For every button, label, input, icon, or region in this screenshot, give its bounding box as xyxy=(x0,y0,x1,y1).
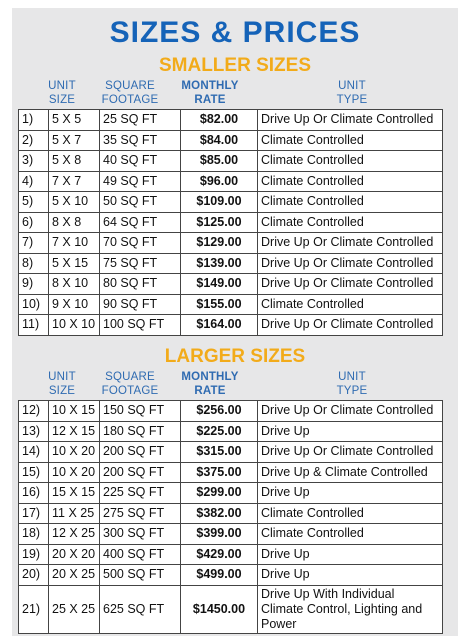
row-number: 21) xyxy=(19,585,49,633)
square-footage-cell: 35 SQ FT xyxy=(100,130,181,151)
square-footage-cell: 80 SQ FT xyxy=(100,274,181,295)
header-type-label: TYPE xyxy=(336,94,368,106)
unit-type-cell: Drive Up xyxy=(258,483,443,504)
header-footage-label: FOOTAGE xyxy=(101,385,159,397)
table-row xyxy=(19,274,443,295)
monthly-rate-cell: $375.00 xyxy=(181,462,258,483)
header-unit2-label: UNIT xyxy=(338,80,366,92)
square-footage-cell: 500 SQ FT xyxy=(100,565,181,586)
table-row xyxy=(19,253,443,274)
square-footage-cell: 625 SQ FT xyxy=(100,585,181,633)
unit-size-cell: 5 X 5 xyxy=(49,110,100,131)
row-number: 19) xyxy=(19,544,49,565)
row-number: 10) xyxy=(19,294,49,315)
unit-size-cell: 5 X 8 xyxy=(49,151,100,172)
unit-type-cell: Drive Up Or Climate Controlled xyxy=(258,233,443,254)
unit-size-cell: 5 X 10 xyxy=(49,192,100,213)
unit-size-cell: 5 X 7 xyxy=(49,130,100,151)
unit-size-cell: 12 X 25 xyxy=(49,524,100,545)
unit-size-cell: 10 X 10 xyxy=(49,315,100,336)
monthly-rate-cell: $155.00 xyxy=(181,294,258,315)
unit-type-cell: Drive Up Or Climate Controlled xyxy=(258,401,443,422)
unit-size-cell: 7 X 10 xyxy=(49,233,100,254)
unit-size-cell: 9 X 10 xyxy=(49,294,100,315)
header-rate-label: RATE xyxy=(194,94,226,106)
unit-type-cell: Drive Up xyxy=(258,565,443,586)
square-footage-cell: 275 SQ FT xyxy=(100,503,181,524)
header-unit2-label: UNIT xyxy=(338,371,366,383)
unit-size-cell: 12 X 15 xyxy=(49,421,100,442)
monthly-rate-cell: $225.00 xyxy=(181,421,258,442)
monthly-rate-cell: $125.00 xyxy=(181,212,258,233)
square-footage-cell: 225 SQ FT xyxy=(100,483,181,504)
row-number: 8) xyxy=(19,253,49,274)
unit-type-cell: Drive Up Or Climate Controlled xyxy=(258,315,443,336)
table-row xyxy=(19,483,443,504)
table-row xyxy=(19,401,443,422)
table-row xyxy=(19,315,443,336)
row-number: 1) xyxy=(19,110,49,131)
unit-type-cell: Climate Controlled xyxy=(258,294,443,315)
row-number: 4) xyxy=(19,171,49,192)
row-number: 14) xyxy=(19,442,49,463)
table-row xyxy=(19,524,443,545)
header-size-label: SIZE xyxy=(48,385,76,397)
unit-size-cell: 11 X 25 xyxy=(49,503,100,524)
monthly-rate-cell: $315.00 xyxy=(181,442,258,463)
square-footage-cell: 64 SQ FT xyxy=(100,212,181,233)
table-row xyxy=(19,585,443,633)
table-row xyxy=(19,171,443,192)
row-number: 16) xyxy=(19,483,49,504)
square-footage-cell: 400 SQ FT xyxy=(100,544,181,565)
unit-size-cell: 10 X 20 xyxy=(49,462,100,483)
row-number: 9) xyxy=(19,274,49,295)
row-number: 20) xyxy=(19,565,49,586)
row-number: 18) xyxy=(19,524,49,545)
header-square-label: SQUARE xyxy=(105,80,155,92)
square-footage-cell: 200 SQ FT xyxy=(100,462,181,483)
monthly-rate-cell: $139.00 xyxy=(181,253,258,274)
table-row xyxy=(19,151,443,172)
unit-type-cell: Climate Controlled xyxy=(258,212,443,233)
unit-size-cell: 10 X 20 xyxy=(49,442,100,463)
table-row xyxy=(19,462,443,483)
row-number: 15) xyxy=(19,462,49,483)
unit-type-cell: Climate Controlled xyxy=(258,130,443,151)
table-row xyxy=(19,503,443,524)
table-row xyxy=(19,110,443,131)
unit-type-cell: Climate Controlled xyxy=(258,524,443,545)
table-row xyxy=(19,544,443,565)
smaller-sizes-title: SMALLER SIZES xyxy=(158,55,311,76)
unit-type-cell: Drive Up Or Climate Controlled xyxy=(258,253,443,274)
page-title: SIZES & PRICES xyxy=(109,16,361,49)
unit-type-cell: Drive Up With Individual Climate Control, Lighting and Power xyxy=(258,585,443,633)
unit-size-cell: 25 X 25 xyxy=(49,585,100,633)
unit-size-cell: 8 X 8 xyxy=(49,212,100,233)
table-row xyxy=(19,192,443,213)
row-number: 13) xyxy=(19,421,49,442)
larger-sizes-table xyxy=(18,400,443,634)
unit-size-cell: 10 X 15 xyxy=(49,401,100,422)
square-footage-cell: 40 SQ FT xyxy=(100,151,181,172)
header-square-footage xyxy=(90,79,170,107)
header-monthly-rate xyxy=(172,79,248,107)
square-footage-cell: 150 SQ FT xyxy=(100,401,181,422)
table-row xyxy=(19,130,443,151)
row-number: 6) xyxy=(19,212,49,233)
unit-type-cell: Drive Up xyxy=(258,421,443,442)
monthly-rate-cell: $109.00 xyxy=(181,192,258,213)
square-footage-cell: 90 SQ FT xyxy=(100,294,181,315)
unit-type-cell: Climate Controlled xyxy=(258,192,443,213)
table-row xyxy=(19,421,443,442)
header-square-footage-2 xyxy=(90,370,170,398)
square-footage-cell: 75 SQ FT xyxy=(100,253,181,274)
header-unit-label: UNIT xyxy=(48,80,76,92)
unit-type-cell: Climate Controlled xyxy=(258,171,443,192)
unit-size-cell: 20 X 20 xyxy=(49,544,100,565)
header-unit-size xyxy=(42,79,82,107)
monthly-rate-cell: $256.00 xyxy=(181,401,258,422)
monthly-rate-cell: $84.00 xyxy=(181,130,258,151)
header-unit-type-2 xyxy=(312,370,392,398)
row-number: 5) xyxy=(19,192,49,213)
header-monthly-label: MONTHLY xyxy=(181,80,239,92)
header-footage-label: FOOTAGE xyxy=(101,94,159,106)
square-footage-cell: 70 SQ FT xyxy=(100,233,181,254)
header-rate-label: RATE xyxy=(194,385,226,397)
monthly-rate-cell: $299.00 xyxy=(181,483,258,504)
unit-size-cell: 15 X 15 xyxy=(49,483,100,504)
row-number: 12) xyxy=(19,401,49,422)
unit-size-cell: 5 X 15 xyxy=(49,253,100,274)
price-sheet xyxy=(12,8,458,636)
monthly-rate-cell: $96.00 xyxy=(181,171,258,192)
unit-type-cell: Drive Up Or Climate Controlled xyxy=(258,442,443,463)
larger-sizes-title: LARGER SIZES xyxy=(164,346,306,367)
monthly-rate-cell: $82.00 xyxy=(181,110,258,131)
header-monthly-label: MONTHLY xyxy=(181,371,239,383)
table-row xyxy=(19,294,443,315)
monthly-rate-cell: $1450.00 xyxy=(181,585,258,633)
row-number: 17) xyxy=(19,503,49,524)
unit-type-cell: Drive Up Or Climate Controlled xyxy=(258,110,443,131)
header-unit-size-2 xyxy=(42,370,82,398)
square-footage-cell: 50 SQ FT xyxy=(100,192,181,213)
smaller-sizes-table xyxy=(18,109,443,336)
row-number: 7) xyxy=(19,233,49,254)
square-footage-cell: 180 SQ FT xyxy=(100,421,181,442)
monthly-rate-cell: $149.00 xyxy=(181,274,258,295)
monthly-rate-cell: $129.00 xyxy=(181,233,258,254)
table-row xyxy=(19,442,443,463)
monthly-rate-cell: $85.00 xyxy=(181,151,258,172)
monthly-rate-cell: $429.00 xyxy=(181,544,258,565)
table-row xyxy=(19,233,443,254)
monthly-rate-cell: $499.00 xyxy=(181,565,258,586)
unit-type-cell: Climate Controlled xyxy=(258,151,443,172)
table-row xyxy=(19,565,443,586)
row-number: 3) xyxy=(19,151,49,172)
square-footage-cell: 100 SQ FT xyxy=(100,315,181,336)
unit-type-cell: Drive Up & Climate Controlled xyxy=(258,462,443,483)
table-row xyxy=(19,212,443,233)
row-number: 11) xyxy=(19,315,49,336)
unit-size-cell: 8 X 10 xyxy=(49,274,100,295)
monthly-rate-cell: $382.00 xyxy=(181,503,258,524)
monthly-rate-cell: $164.00 xyxy=(181,315,258,336)
unit-type-cell: Drive Up xyxy=(258,544,443,565)
header-square-label: SQUARE xyxy=(105,371,155,383)
header-monthly-rate-2 xyxy=(172,370,248,398)
header-type-label: TYPE xyxy=(336,385,368,397)
header-unit-type xyxy=(312,79,392,107)
monthly-rate-cell: $399.00 xyxy=(181,524,258,545)
unit-type-cell: Drive Up Or Climate Controlled xyxy=(258,274,443,295)
unit-type-cell: Climate Controlled xyxy=(258,503,443,524)
square-footage-cell: 200 SQ FT xyxy=(100,442,181,463)
unit-size-cell: 20 X 25 xyxy=(49,565,100,586)
unit-size-cell: 7 X 7 xyxy=(49,171,100,192)
square-footage-cell: 300 SQ FT xyxy=(100,524,181,545)
row-number: 2) xyxy=(19,130,49,151)
header-unit-label: UNIT xyxy=(48,371,76,383)
header-size-label: SIZE xyxy=(48,94,76,106)
square-footage-cell: 49 SQ FT xyxy=(100,171,181,192)
square-footage-cell: 25 SQ FT xyxy=(100,110,181,131)
